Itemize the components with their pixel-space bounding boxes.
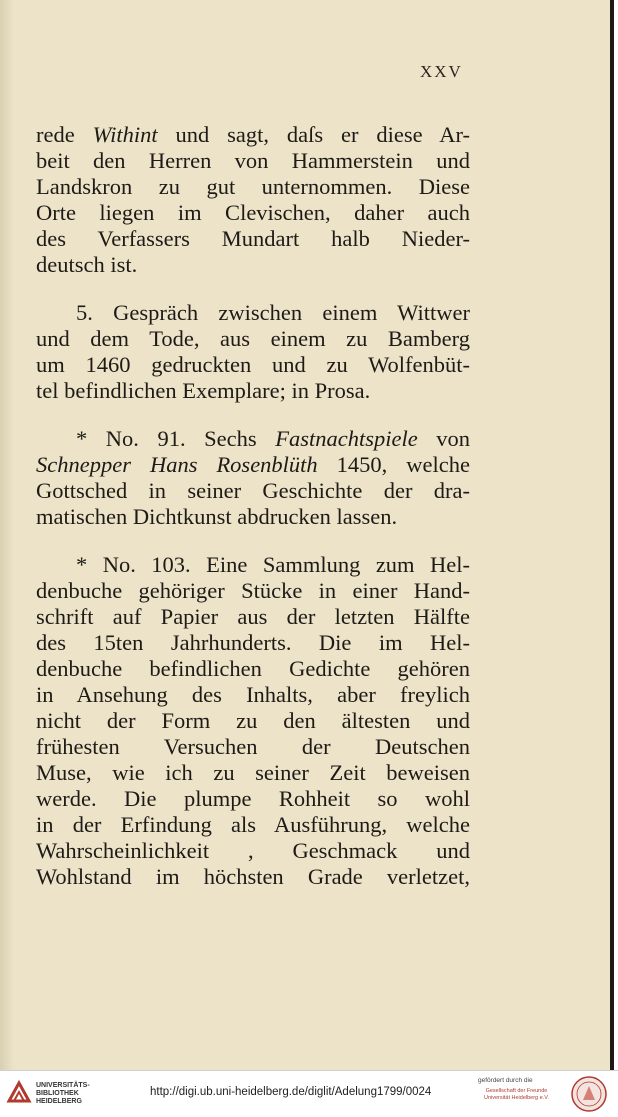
italic-text-run: Fastnachtspiele [275,426,418,451]
text-run: rede [36,122,93,147]
text-run: und dem Tode, aus einem zu Bamberg [36,326,470,351]
text-run: in der Erfindung als Ausführung, welche [36,812,470,837]
text-run: tel befindlichen Exemplare; in Prosa. [36,378,371,403]
text-run: Orte liegen im Clevischen, daher auch [36,200,470,225]
text-line [36,734,470,760]
text-run: 1450, welche [317,452,470,477]
text-run: des Verfassers Mundart halb Nieder- [36,226,470,251]
text-line [36,174,470,200]
text-run: werde. Die plumpe Rohheit so wohl [36,786,470,811]
text-run: * No. 103. Eine Sammlung zum Hel- [76,552,470,577]
text-line [36,708,470,734]
sponsor-label: gefördert durch die [478,1077,533,1084]
text-run: Wahrscheinlichkeit , Geschmack und [36,838,470,863]
text-run: in Ansehung des Inhalts, aber freylich [36,682,470,707]
text-run: Landskron zu gut unternommen. Diese [36,174,470,199]
text-line [36,604,470,630]
library-name-line: HEIDELBERG [36,1098,82,1105]
text-run: deutsch ist. [36,252,138,277]
text-line [36,452,470,478]
text-line [36,326,470,352]
text-run: des 15ten Jahrhunderts. Die im Hel- [36,630,470,655]
permalink-url[interactable]: http://digi.ub.uni-heidelberg.de/diglit/Adelung1799/0024 [150,1086,432,1098]
text-run: nicht der Form zu den ältesten und [36,708,470,733]
sponsor-name [484,1088,549,1102]
sponsor-name-line: Gesellschaft der Freunde [485,1088,548,1094]
text-run: schrift auf Papier aus der letzten Hälfte [36,604,470,629]
text-run: beit den Herren von Hammerstein und [36,148,470,173]
university-library-logo-icon [6,1079,32,1105]
text-run: 5. Gespräch zwischen einem Wittwer [76,300,470,325]
text-line [36,252,470,278]
text-line [36,786,470,812]
text-line [36,478,470,504]
text-run: matischen Dichtkunst abdrucken lassen. [36,504,398,529]
university-library-name [36,1082,90,1106]
text-line [36,838,470,864]
library-name-line: UNIVERSITÄTS- [36,1082,90,1089]
text-line [36,630,470,656]
text-run: und sagt, daſs er diese Ar- [157,122,470,147]
text-run: von [417,426,471,451]
text-line [36,682,470,708]
italic-text-run: Withint [92,122,158,147]
text-run: um 1460 gedruckten und zu Wolfenbüt- [36,352,470,377]
text-run: denbuche befindlichen Gedichte gehören [36,656,470,681]
running-head-page-number: XXV [420,62,463,81]
text-run: denbuche gehöriger Stücke in einer Hand- [36,578,470,603]
digitization-footer [0,1070,618,1117]
text-run: * No. 91. Sechs [76,426,276,451]
text-line [36,656,470,682]
text-line [36,148,470,174]
text-run: Gottsched in seiner Geschichte der dra- [36,478,470,503]
library-name-line: BIBLIOTHEK [36,1090,79,1097]
text-line [36,226,470,252]
page-gutter-shadow [0,0,14,1070]
text-line [36,864,470,890]
text-line [36,378,470,404]
text-line [36,352,470,378]
text-line [36,812,470,838]
italic-text-run: Schnepper Hans Rosenblüth [36,452,318,477]
text-line [36,122,470,148]
text-line [76,552,470,578]
text-run: frühesten Versuchen der Deutschen [36,734,470,759]
university-seal-icon [570,1075,608,1113]
text-line [76,300,470,326]
text-line [36,504,470,530]
text-line [36,760,470,786]
text-run: Muse, wie ich zu seiner Zeit beweisen [36,760,470,785]
text-run: Wohlstand im höchsten Grade verletzet, [36,864,470,889]
sponsor-name-line: Universität Heidelberg e.V. [484,1095,549,1101]
text-line [76,426,470,452]
text-line [36,578,470,604]
text-line [36,200,470,226]
